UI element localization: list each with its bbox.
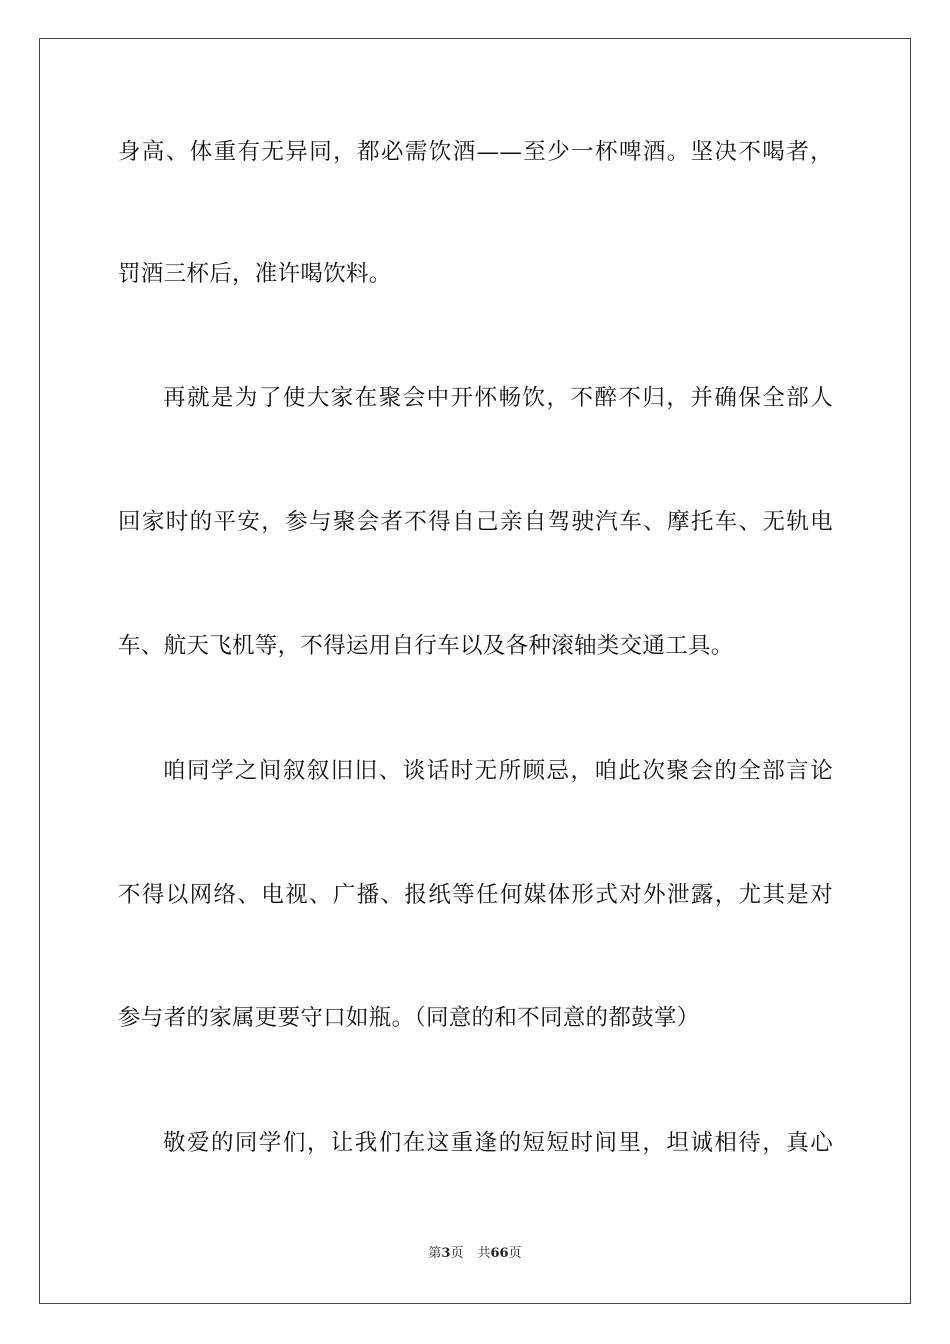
body-line-2: 罚酒三杯后，准许喝饮料。 [118,261,392,287]
page-number: 3 [441,1246,451,1261]
page-border [39,38,911,1304]
paragraph-3-line-3: 参与者的家属更要守口如瓶。（同意的和不同意的都鼓掌） [118,1005,700,1031]
total-prefix: 共 [477,1246,491,1261]
page-footer [0,1246,950,1262]
body-line-1: 身高、体重有无异同，都必需饮酒——至少一杯啤酒。坚决不喝者， [118,139,833,165]
paragraph-3-line-1: 咱同学之间叙叙旧旧、谈话时无所顾忌，咱此次聚会的全部言论 [163,758,833,784]
paragraph-2-line-2: 回家时的平安，参与聚会者不得自己亲自驾驶汽车、摩托车、无轨电 [118,509,833,535]
page-prefix: 第 [428,1246,442,1261]
page-suffix: 页 [450,1246,464,1261]
total-pages: 66 [490,1246,509,1261]
total-suffix: 页 [508,1246,522,1261]
paragraph-4-line-1: 敬爱的同学们，让我们在这重逢的短短时间里，坦诚相待，真心 [163,1130,833,1156]
paragraph-2-line-3: 车、航天飞机等，不得运用自行车以及各种滚轴类交通工具。 [118,633,734,659]
paragraph-2-line-1: 再就是为了使大家在聚会中开怀畅饮，不醉不归，并确保全部人 [163,385,833,411]
paragraph-3-line-2: 不得以网络、电视、广播、报纸等任何媒体形式对外泄露，尤其是对 [118,882,833,908]
